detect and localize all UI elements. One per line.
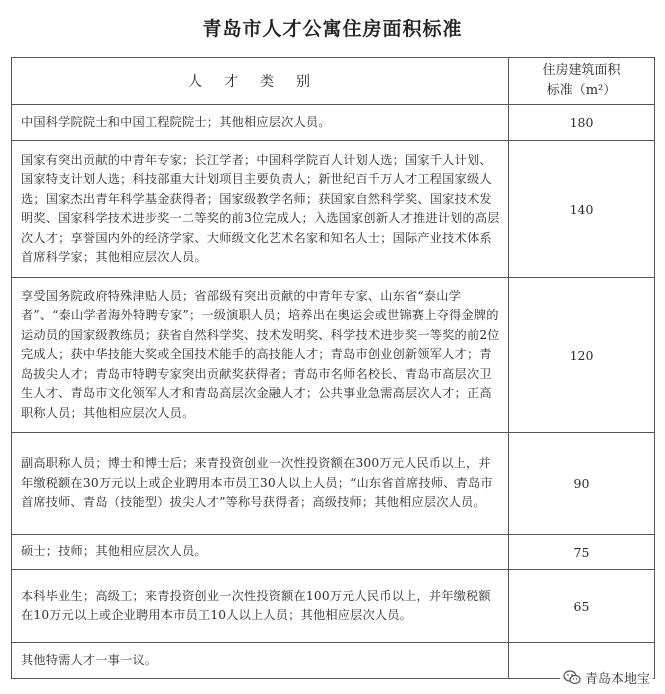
row-category: 其他特需人才一事一议。 xyxy=(12,643,509,679)
row-category: 中国科学院院士和中国工程院院士；其他相应层次人员。 xyxy=(12,105,509,141)
header-area-line1: 住房建筑面积 xyxy=(542,63,621,78)
row-category: 副高职称人员；博士和博士后；来青投资创业一次性投资额在300万元人民币以上，并年缴税额在30万元以上或企业聘用本市员工30人以上人员；“山东省首席技师、青岛市首席技师、青岛（技能型）拔尖人才”等称号获得者；高级技师；其他相应层次人员。 xyxy=(12,433,509,535)
row-area: 180 xyxy=(509,105,655,141)
row-category: 硕士；技师；其他相应层次人员。 xyxy=(12,535,509,570)
table-row xyxy=(12,105,655,141)
header-area-line2: 标准（m²） xyxy=(546,83,617,98)
row-category: 本科毕业生；高级工；来青投资创业一次性投资额在100万元人民币以上，并年缴税额在10万元以上或企业聘用本市员工10人以上人员；其他相应层次人员。 xyxy=(12,570,509,643)
table-row xyxy=(12,535,655,570)
row-area: 140 xyxy=(509,141,655,278)
area-standard-table xyxy=(11,57,655,679)
row-category: 国家有突出贡献的中青年专家；长江学者；中国科学院百人计划人选；国家千人计划、国家特支计划人选；科技部重大计划项目主要负责人；新世纪百千万人才工程国家级人选；国家杰出青年科学基金获得者；国家级教学名师；获国家自然科学奖、国家技术发明奖、国家科学技术进步奖一二等奖的前3位完成人；入选国家创新人才推进计划的高层次人才；享誉国内外的经济学家、大师级文化艺术名家和知名人士；国际产业技术体系首席科学家；其他相应层次人员。 xyxy=(12,141,509,278)
wechat-icon xyxy=(563,670,581,685)
watermark xyxy=(560,667,653,688)
table-row xyxy=(12,433,655,535)
row-area: 120 xyxy=(509,278,655,433)
table-row xyxy=(12,141,655,278)
table-header-row xyxy=(12,58,655,105)
header-area xyxy=(509,58,655,105)
table-row xyxy=(12,643,655,679)
row-area: 75 xyxy=(509,535,655,570)
document-title: 青岛市人才公寓住房面积标准 xyxy=(202,18,463,40)
table-row xyxy=(12,278,655,433)
row-category: 享受国务院政府特殊津贴人员；省部级有突出贡献的中青年专家、山东省“泰山学者”、“泰山学者海外特聘专家”；一级演职人员；培养出在奥运会或世锦赛上夺得金牌的运动员的国家级教练员；获省自然科学奖、技术发明奖、科学技术进步奖一等奖的前2位完成人；获中华技能大奖或全国技术能手的高技能人才；青岛市创业创新领军人才；青岛拔尖人才；青岛市特聘专家突出贡献奖获得者；青岛市名师名校长、青岛市高层次卫生人才、青岛市文化领军人才和青岛高层次金融人才；公共事业急需高层次人才；正高职称人员；其他相应层次人员。 xyxy=(12,278,509,433)
row-area: 65 xyxy=(509,570,655,643)
header-category: 人才类别 xyxy=(12,58,509,105)
table-row xyxy=(12,570,655,643)
watermark-text: 青岛本地宝 xyxy=(584,672,650,687)
row-area: 90 xyxy=(509,433,655,535)
